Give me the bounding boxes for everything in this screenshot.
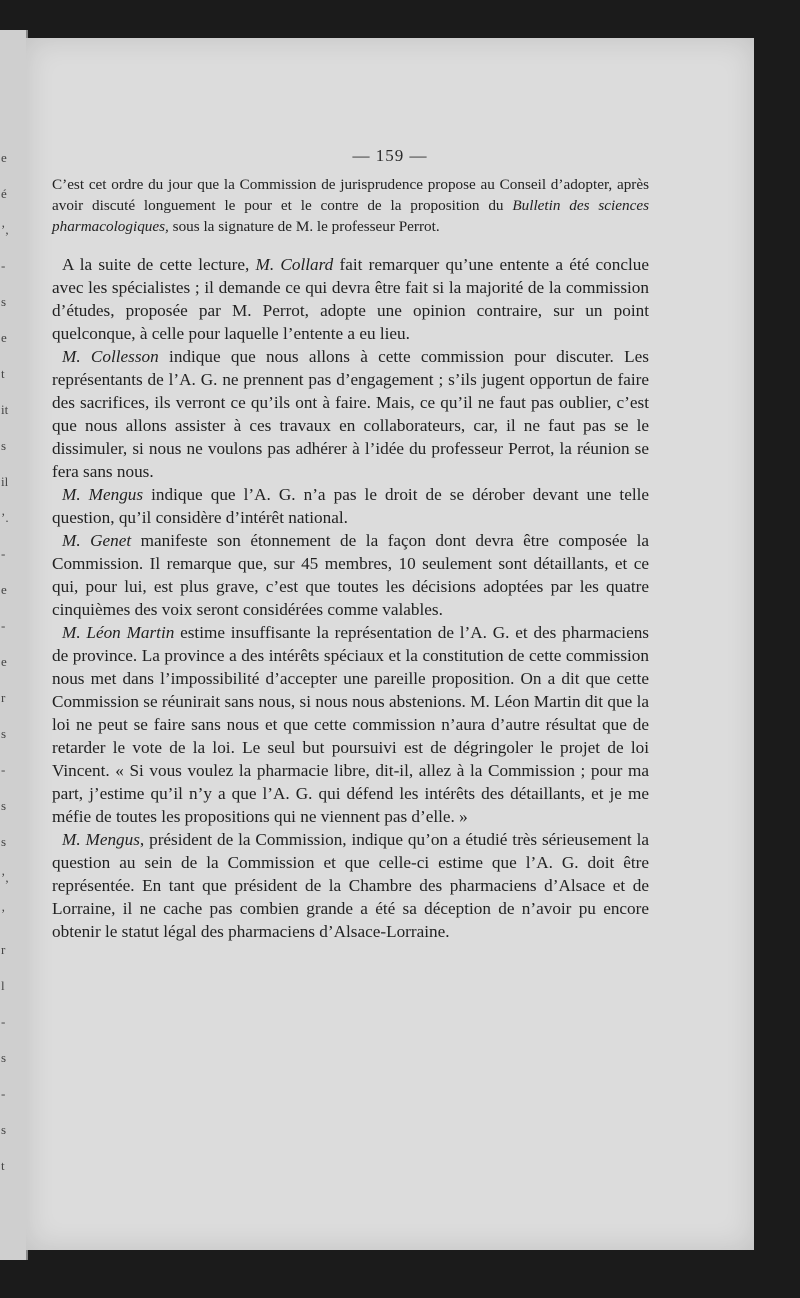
paragraph-text: manifeste son étonnement de la façon dont devra être composée la Commission. Il remarque que, sur 45 membres, 10 seulement sont détaillants, et ce qui, pour lui, est plus grave, c’est que toutes les décisions adoptées par les quatre cinquièmes des voix seront considérées comme valables. [52,531,650,619]
margin-fragment: - [1,1086,6,1101]
paragraph-text: estime insuffisante la représentation de l’A. G. et des pharmaciens de province. La province a des intérêts spéciaux et la constitution de cette commission nous met dans l’impossibilité d’accepter une pareille proposition. On a dit que cette Commission se réunirait sans nous, si nous nous abstenions. M. Léon Martin dit que la loi ne peut se faire sans nous et que cette commission n’aura d’autre résultat que de retarder le vote de la loi. Le seul but poursuivi est de dégringoler le projet de loi Vincent. « Si vous voulez la pharmacie libre, dit-il, allez à la Commission ; pour ma part, j’estime qu’il n’y a que l’A. G. qui défend les intérêts des détaillants, et je me méfie de toutes les propositions qui ne viennent pas d’elle. » [52,623,649,826]
speaker-name: M. Léon Martin [62,623,175,642]
paragraph-p1 [52,253,649,345]
speaker-name: M. Genet [62,531,132,550]
margin-fragment: t [1,366,5,381]
speaker-name: M. Collard [255,255,334,274]
margin-fragment: ’ [1,906,6,921]
margin-fragment: il [1,474,9,489]
margin-fragment: ’, [1,222,9,237]
paragraph-text: fait remarquer qu’une entente a été conclue avec les spécialistes ; il demande ce qui devra être fait si la majorité de la commission d’études, proposée par M. Perrot, adopte une opinion contraire, sur un point quelconque, à celle pour laquelle l’entente a eu lieu. [52,255,649,343]
margin-fragment: s [1,726,7,741]
margin-fragment: e [1,150,7,165]
margin-fragment: s [1,1050,7,1065]
paragraph-p0 [52,174,649,237]
margin-fragment: s [1,294,7,309]
margin-fragment: - [1,258,6,273]
margin-fragment: ’. [1,510,9,525]
margin-fragment: e [1,654,7,669]
margin-fragment: - [1,618,6,633]
paragraph-text: indique que l’A. G. n’a pas le droit de se dérober devant une telle question, qu’il considère d’intérêt national. [52,485,649,527]
margin-fragment: s [1,1122,7,1137]
margin-fragment: s [1,834,7,849]
margin-fragment: s [1,438,7,453]
margin-fragment: ’, [1,870,9,885]
body-text [52,174,649,943]
paragraph-text: , président de la Commission, indique qu’on a étudié très sérieusement la question au sein de la Commission et que celle-ci estime que l’A. G. doit être représentée. En tant que président de la Chambre des pharmaciens d’Alsace et de Lorraine, il ne cache pas combien grande a été sa déception de n’avoir pu encore obtenir le statut légal des pharmaciens d’Alsace-Lorraine. [52,830,649,941]
margin-fragment: - [1,546,6,561]
paragraph-p6 [52,828,649,943]
paragraph-text: A la suite de cette lecture, [62,255,256,274]
margin-fragment: t [1,1158,5,1173]
speaker-name: Bulletin des sciences pharmacologiques, [52,197,649,235]
speaker-name: M. Mengus [62,830,140,849]
paragraph-p5 [52,621,649,828]
margin-fragment: e [1,330,7,345]
margin-fragment: é [1,186,7,201]
speaker-name: M. Collesson [62,347,159,366]
margin-fragment: - [1,1014,6,1029]
adjacent-page-edge [0,30,28,1260]
margin-fragment: s [1,798,7,813]
paragraph-p4 [52,529,649,621]
margin-fragment: it [1,402,9,417]
paragraph-text: C’est cet ordre du jour que la Commission de jurisprudence propose au Conseil d’adopter, après avoir discuté longuement le pour et le contre de la proposition du [52,176,649,214]
margin-fragment: e [1,582,7,597]
page-number: — 159 — [352,146,428,165]
speaker-name: M. Mengus [62,485,144,504]
paragraph-p3 [52,483,649,529]
margin-fragment: r [1,690,6,705]
paragraph-text: indique que nous allons à cette commission pour discuter. Les représentants de l’A. G. ne prennent pas d’engagement ; s’ils jugent opportun de faire des sacrifices, ils verront ce qu’ils ont à faire. Mais, ce qu’il ne faut pas oublier, c’est que nous allons assister à ces travaux en collaborateurs, car, il ne faut pas se le dissimuler, si nous ne voulons pas adhérer à l’idée du professeur Perrot, la réunion se fera sans nous. [52,347,649,481]
paragraph-text: sous la signature de M. le professeur Perrot. [168,218,440,235]
document-page [26,38,754,1250]
paragraph-p2 [52,345,649,483]
margin-fragment: r [1,942,6,957]
margin-fragment: - [1,762,6,777]
margin-fragment: l [1,978,5,993]
